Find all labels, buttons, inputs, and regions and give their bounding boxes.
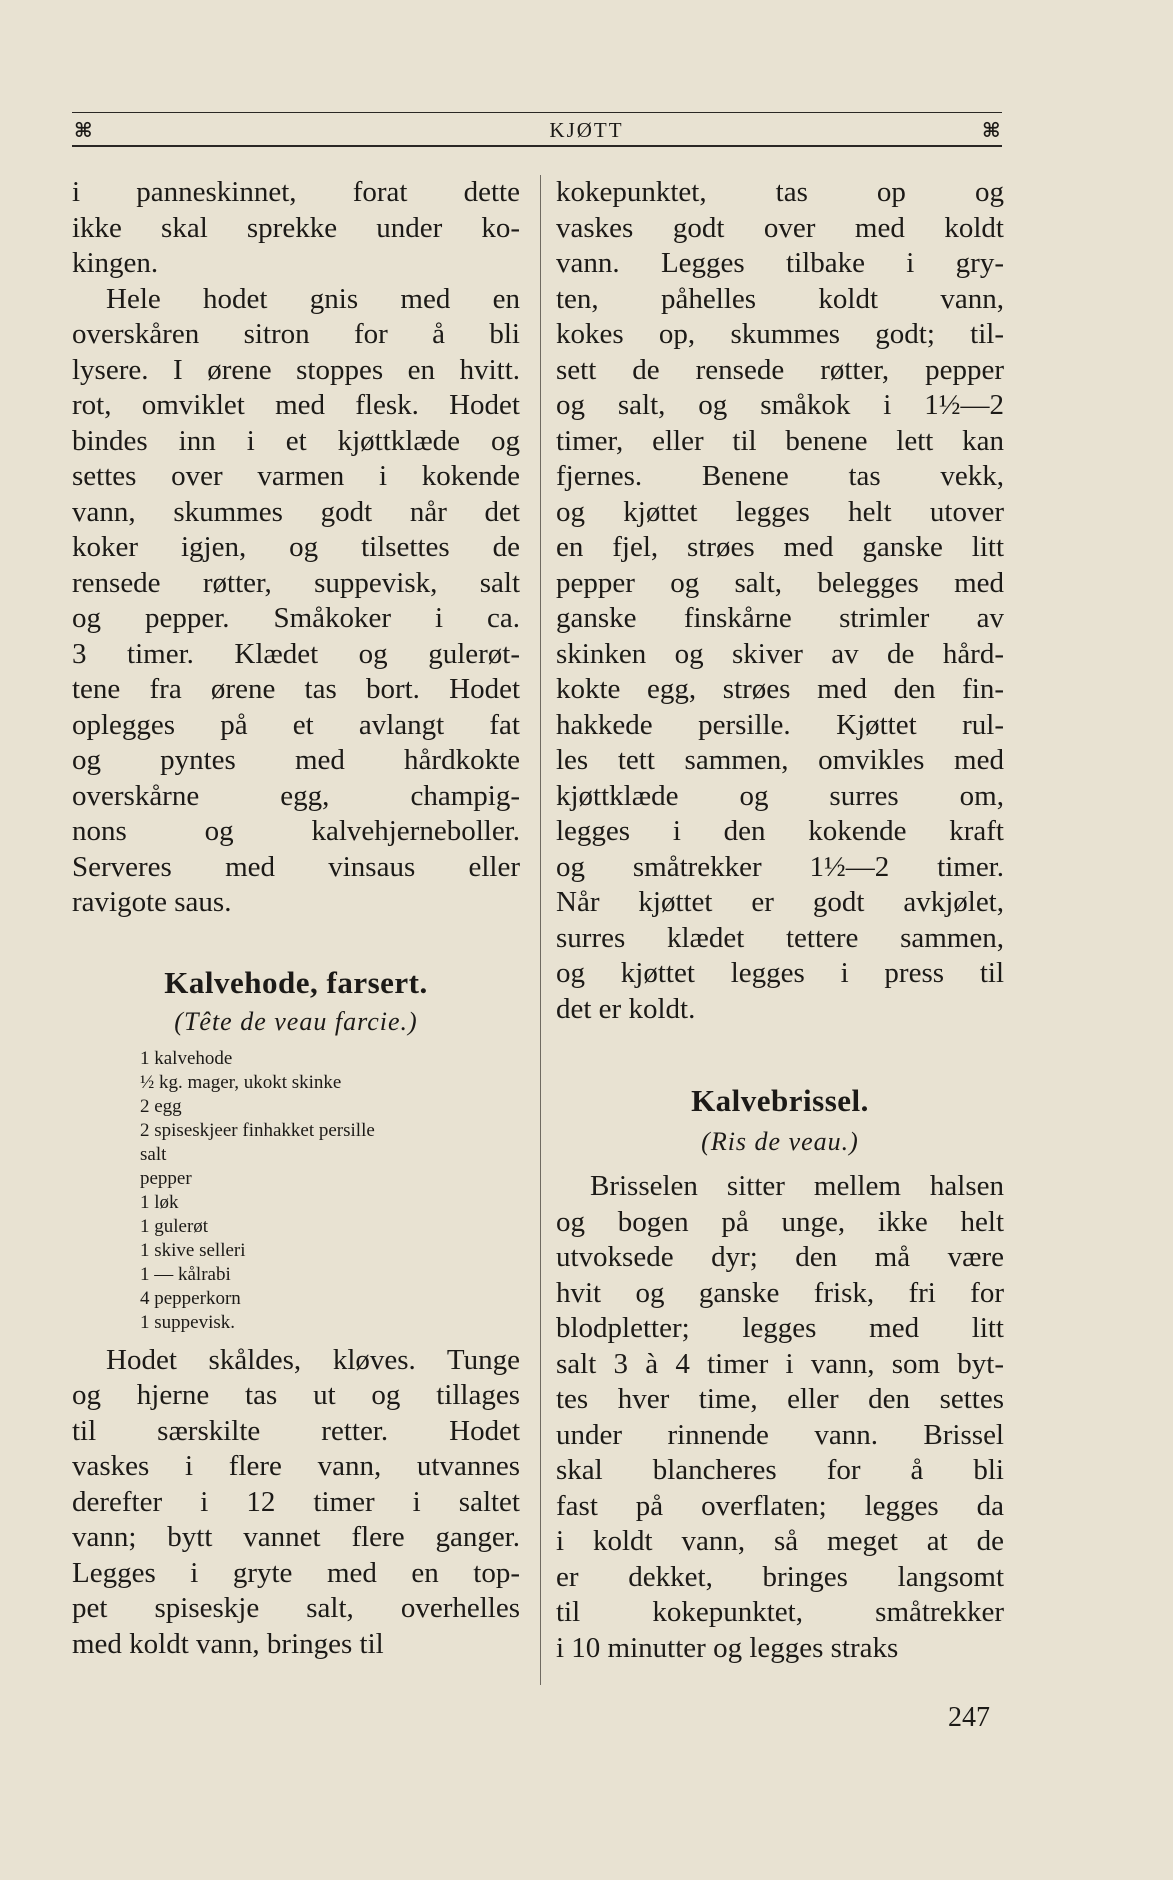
right-paragraph-1 [556, 175, 1004, 1027]
text-line: og kjøttet legges helt utover [556, 495, 1004, 528]
text-line: vann, skummes godt når det [72, 495, 520, 528]
ingredient-item: 1 suppevisk. [140, 1311, 235, 1333]
text-line: oplegges på et avlangt fat [72, 708, 520, 741]
left-paragraph-3 [72, 1343, 520, 1663]
text-line: vaskes i flere vann, utvannes [72, 1450, 520, 1482]
text-line: nons og kalvehjerneboller. [72, 815, 520, 847]
text-line: overskåren sitron for å bli [72, 318, 520, 350]
text-line: utvoksede dyr; den må være [556, 1241, 1004, 1273]
text-line: tes hver time, eller den settes [556, 1383, 1004, 1415]
text-line: er dekket, bringes langsomt [556, 1560, 1004, 1593]
text-line: Hele hodet gnis med en [106, 282, 520, 315]
text-line: 3 timer. Klædet og gulerøt- [72, 637, 520, 670]
text-line: kingen. [72, 247, 159, 279]
header-ornament-right-icon: ⌘ [982, 118, 1001, 142]
text-line: og kjøttet legges i press til [556, 957, 1004, 989]
running-head: KJØTT [549, 118, 624, 142]
ingredient-item: 2 spiseskjeer finhakket persille [140, 1119, 375, 1141]
text-line: til særskilte retter. Hodet [72, 1414, 520, 1447]
right-paragraph-2 [556, 1169, 1004, 1666]
text-line: fjernes. Benene tas vekk, [556, 460, 1004, 492]
text-line: i 10 minutter og legges straks [556, 1631, 899, 1664]
header-rule-top [72, 112, 1002, 113]
column-divider [540, 175, 541, 1685]
ingredient-item: salt [140, 1143, 167, 1165]
left-paragraph-2 [72, 282, 520, 921]
text-line: vann; bytt vannet flere ganger. [72, 1521, 520, 1553]
text-line: legges i den kokende kraft [556, 815, 1004, 847]
text-line: ravigote saus. [72, 886, 232, 918]
header-rule-bottom [72, 145, 1002, 147]
text-line: en fjel, strøes med ganske litt [556, 531, 1004, 563]
text-line: og småtrekker 1½—2 timer. [556, 850, 1004, 883]
recipe-subtitle-kalvebrissel: (Ris de veau.) [701, 1127, 859, 1156]
text-line: pepper og salt, belegges med [556, 566, 1004, 599]
text-line: fast på overflaten; legges da [556, 1489, 1004, 1522]
text-line: kokte egg, strøes med den fin- [556, 673, 1004, 705]
text-line: blodpletter; legges med litt [556, 1312, 1004, 1344]
left-column [72, 175, 520, 1662]
text-line: kokepunktet, tas op og [556, 176, 1004, 208]
text-line: Serveres med vinsaus eller [72, 850, 520, 883]
text-line: Brisselen sitter mellem halsen [590, 1170, 1004, 1202]
text-line: under rinnende vann. Brissel [556, 1418, 1004, 1451]
recipe-title-kalvebrissel: Kalvebrissel. [691, 1083, 869, 1118]
text-line: Legges i gryte med en top- [72, 1556, 520, 1589]
text-line: derefter i 12 timer i saltet [72, 1485, 520, 1518]
text-line: kjøttklæde og surres om, [556, 779, 1004, 812]
text-line: bindes inn i et kjøttklæde og [72, 424, 520, 457]
text-line: koker igjen, og tilsettes de [72, 531, 520, 563]
text-line: skal blancheres for å bli [556, 1454, 1004, 1486]
left-paragraph-1 [72, 175, 520, 282]
ingredient-item: pepper [140, 1167, 192, 1189]
ingredient-item: 1 kalvehode [140, 1047, 233, 1069]
text-line: les tett sammen, omvikles med [556, 744, 1004, 776]
text-line: overskårne egg, champig- [72, 779, 520, 812]
text-line: og bogen på unge, ikke helt [556, 1205, 1004, 1238]
text-line: rot, omviklet med flesk. Hodet [72, 389, 520, 421]
header-ornament-left-icon: ⌘ [74, 118, 93, 142]
text-line: i panneskinnet, forat dette [72, 176, 520, 208]
text-line: settes over varmen i kokende [72, 460, 520, 492]
text-line: Når kjøttet er godt avkjølet, [556, 886, 1004, 918]
text-line: kokes op, skummes godt; til- [556, 318, 1004, 350]
text-line: pet spiseskje salt, overhelles [72, 1592, 520, 1624]
recipe-subtitle-kalvehode: (Tête de veau farcie.) [174, 1006, 418, 1036]
ingredient-item: 4 pepperkorn [140, 1287, 241, 1309]
text-line: med koldt vann, bringes til [72, 1627, 384, 1660]
ingredient-item: 1 skive selleri [140, 1239, 246, 1261]
text-line: ganske finskårne strimler av [556, 602, 1004, 634]
ingredient-item: 1 løk [140, 1191, 179, 1213]
text-line: skinken og skiver av de hård- [556, 637, 1004, 670]
text-line: hvit og ganske frisk, fri for [556, 1276, 1004, 1309]
text-line: sett de rensede røtter, pepper [556, 353, 1004, 386]
text-line: ten, påhelles koldt vann, [556, 282, 1004, 315]
page-number: 247 [948, 1702, 990, 1733]
text-line: og hjerne tas ut og tillages [72, 1379, 520, 1411]
ingredient-item: 1 gulerøt [140, 1215, 209, 1237]
text-line: rensede røtter, suppevisk, salt [72, 566, 520, 599]
text-line: i koldt vann, så meget at de [556, 1525, 1004, 1557]
ingredient-list [72, 1047, 520, 1335]
ingredient-item: ½ kg. mager, ukokt skinke [140, 1071, 342, 1093]
text-line: lysere. I ørene stoppes en hvitt. [72, 353, 520, 386]
text-line: Hodet skåldes, kløves. Tunge [106, 1343, 520, 1376]
text-line: og pyntes med hårdkokte [72, 744, 520, 776]
text-line: og salt, og småkok i 1½—2 [556, 389, 1004, 421]
text-line: vann. Legges tilbake i gry- [556, 247, 1004, 279]
recipe-title-kalvehode: Kalvehode, farsert. [164, 964, 428, 1000]
text-line: og pepper. Småkoker i ca. [72, 602, 520, 634]
ingredient-item: 1 — kålrabi [140, 1263, 231, 1285]
text-line: ikke skal sprekke under ko- [72, 211, 520, 244]
text-line: det er koldt. [556, 992, 696, 1025]
text-line: surres klædet tettere sammen, [556, 921, 1004, 954]
text-line: vaskes godt over med koldt [556, 211, 1004, 244]
ingredient-item: 2 egg [140, 1095, 182, 1117]
text-line: salt 3 à 4 timer i vann, som byt- [556, 1347, 1004, 1380]
right-column [556, 175, 1004, 1666]
text-line: til kokepunktet, småtrekker [556, 1596, 1004, 1628]
text-line: tene fra ørene tas bort. Hodet [72, 673, 520, 705]
text-line: timer, eller til benene lett kan [556, 424, 1004, 457]
text-line: hakkede persille. Kjøttet rul- [556, 708, 1004, 741]
